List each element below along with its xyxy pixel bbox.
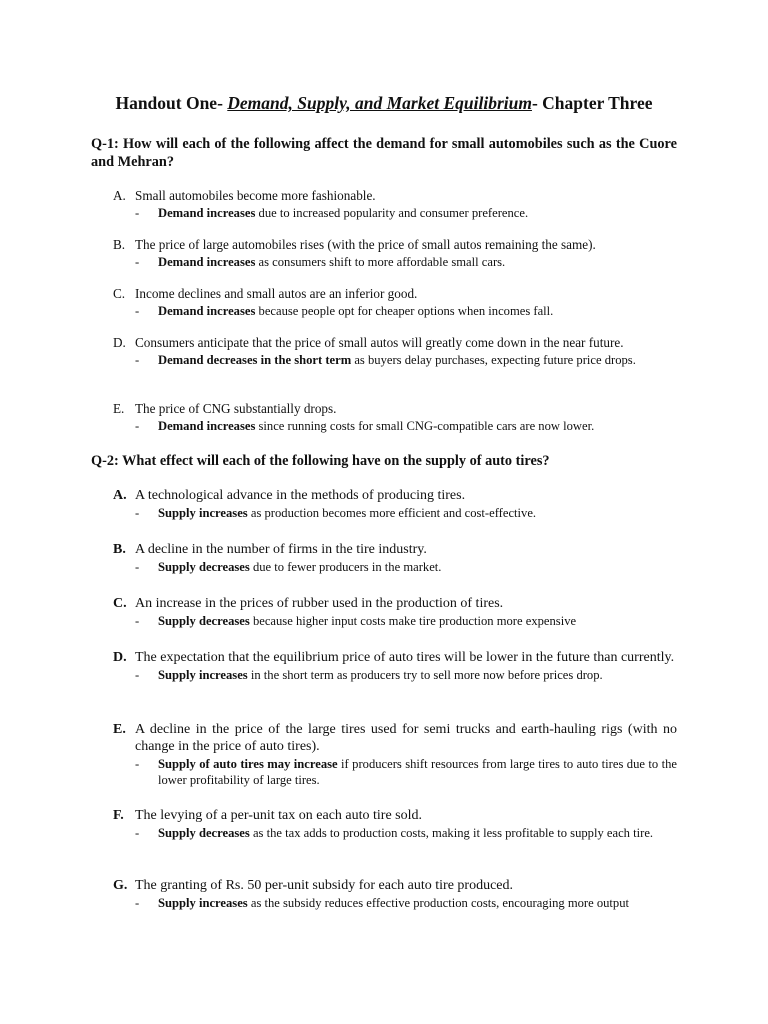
item-text: Consumers anticipate that the price of small autos will greatly come down in the near future. — [135, 335, 624, 350]
answer-text: in the short term as producers try to sell more now before prices drop. — [247, 668, 603, 682]
item-label: D. — [113, 335, 126, 350]
q1-item-d — [113, 335, 677, 368]
answer-emphasis: Supply increases — [158, 506, 248, 520]
item-text: The price of CNG substantially drops. — [135, 401, 337, 416]
answer-emphasis: Demand increases — [158, 419, 256, 433]
item-answer: - Supply decreases as the tax adds to production costs, making it less profitable to supply each tire. — [135, 826, 654, 840]
q2-item-b — [113, 541, 677, 575]
answer-emphasis: Demand increases — [158, 255, 256, 269]
q1-item-e — [113, 401, 677, 434]
answer-text: as the subsidy reduces effective production costs, encouraging more output — [247, 896, 630, 910]
question-1: Q-1: How will each of the following affect the demand for small automobiles such as the Cuore and Mehran? — [91, 136, 677, 170]
item-label: B. — [113, 542, 126, 557]
q1-item-c — [113, 286, 677, 319]
item-answer: - Supply increases as the subsidy reduces effective production costs, encouraging more output — [135, 896, 630, 910]
answer-emphasis: Supply increases — [158, 896, 248, 910]
item-label: F. — [113, 808, 124, 823]
item-text: A decline in the number of firms in the tire industry. — [135, 542, 427, 557]
answer-text: as the tax adds to production costs, making it less profitable to supply each tire. — [249, 826, 654, 840]
item-text: The expectation that the equilibrium price of auto tires will be lower in the future than currently. — [135, 650, 675, 665]
item-text: Small automobiles become more fashionable. — [135, 188, 376, 203]
item-answer: - Supply increases as production becomes more efficient and cost-effective. — [135, 506, 537, 520]
item-label: G. — [113, 878, 128, 893]
item-text: The price of large automobiles rises (with the price of small autos remaining the same). — [135, 237, 596, 252]
answer-emphasis: Demand increases — [158, 304, 256, 318]
answer-emphasis: Supply of auto tires may increase — [158, 757, 338, 771]
item-label: A. — [113, 188, 126, 203]
q2-item-a — [113, 487, 677, 521]
item-label: A. — [113, 488, 127, 503]
answer-text: due to increased popularity and consumer preference. — [255, 206, 529, 220]
q1-item-b — [113, 237, 677, 270]
question-2: Q-2: What effect will each of the following have on the supply of auto tires? — [91, 453, 550, 469]
answer-text: as consumers shift to more affordable small cars. — [255, 255, 506, 269]
item-answer: - Supply of auto tires may increase if producers shift resources from large tires to auto tires due to the lower profitability of large tires. — [135, 757, 677, 787]
item-label: E. — [113, 401, 125, 416]
item-label: C. — [113, 596, 127, 611]
answer-emphasis: Demand increases — [158, 206, 256, 220]
item-answer: - Demand increases due to increased popularity and consumer preference. — [135, 206, 529, 220]
item-answer: - Demand increases as consumers shift to more affordable small cars. — [135, 255, 506, 269]
item-label: D. — [113, 650, 127, 665]
item-text: The granting of Rs. 50 per-unit subsidy for each auto tire produced. — [135, 878, 514, 893]
answer-text: due to fewer producers in the market. — [249, 560, 442, 574]
answer-emphasis: Supply decreases — [158, 560, 250, 574]
answer-text: as buyers delay purchases, expecting future price drops. — [351, 353, 636, 367]
q2-item-f — [113, 807, 677, 841]
page-title — [0, 93, 768, 114]
item-answer: - Demand decreases in the short term as buyers delay purchases, expecting future price drops. — [135, 353, 636, 367]
item-answer: - Supply decreases due to fewer producers in the market. — [135, 560, 442, 574]
answer-text: if producers shift resources from large tires to auto tires due to the lower profitability of large tires. — [158, 757, 677, 787]
item-answer: - Supply increases in the short term as producers try to sell more now before prices drop. — [135, 668, 603, 682]
item-label: E. — [113, 722, 126, 737]
item-answer: - Demand increases since running costs for small CNG-compatible cars are now lower. — [135, 419, 595, 433]
answer-emphasis: Demand decreases in the short term — [158, 353, 352, 367]
answer-text: because higher input costs make tire production more expensive — [249, 614, 577, 628]
answer-emphasis: Supply increases — [158, 668, 248, 682]
title-emphasis: Demand, Supply, and Market Equilibrium — [227, 93, 532, 113]
q1-item-a — [113, 188, 677, 221]
title-prefix: Handout One- — [115, 93, 223, 113]
item-label: C. — [113, 286, 126, 301]
answer-text: since running costs for small CNG-compatible cars are now lower. — [255, 419, 595, 433]
item-answer: - Supply decreases because higher input costs make tire production more expensive — [135, 614, 577, 628]
item-text: Income declines and small autos are an inferior good. — [135, 286, 418, 301]
answer-emphasis: Supply decreases — [158, 826, 250, 840]
item-text: The levying of a per-unit tax on each auto tire sold. — [135, 808, 423, 823]
q2-item-d — [113, 649, 677, 683]
item-label: B. — [113, 237, 126, 252]
item-answer: - Demand increases because people opt for cheaper options when incomes fall. — [135, 304, 554, 318]
item-text: A technological advance in the methods of producing tires. — [135, 488, 466, 503]
answer-text: because people opt for cheaper options when incomes fall. — [255, 304, 554, 318]
item-text: An increase in the prices of rubber used in the production of tires. — [135, 596, 504, 611]
answer-text: as production becomes more efficient and cost-effective. — [247, 506, 537, 520]
item-text: A decline in the price of the large tires used for semi trucks and earth-hauling rigs (with no change in the price of auto tires). — [135, 722, 677, 754]
answer-emphasis: Supply decreases — [158, 614, 250, 628]
q2-item-e — [113, 721, 677, 788]
q2-item-c — [113, 595, 677, 629]
q2-item-g — [113, 877, 677, 911]
title-suffix: - Chapter Three — [531, 93, 653, 113]
